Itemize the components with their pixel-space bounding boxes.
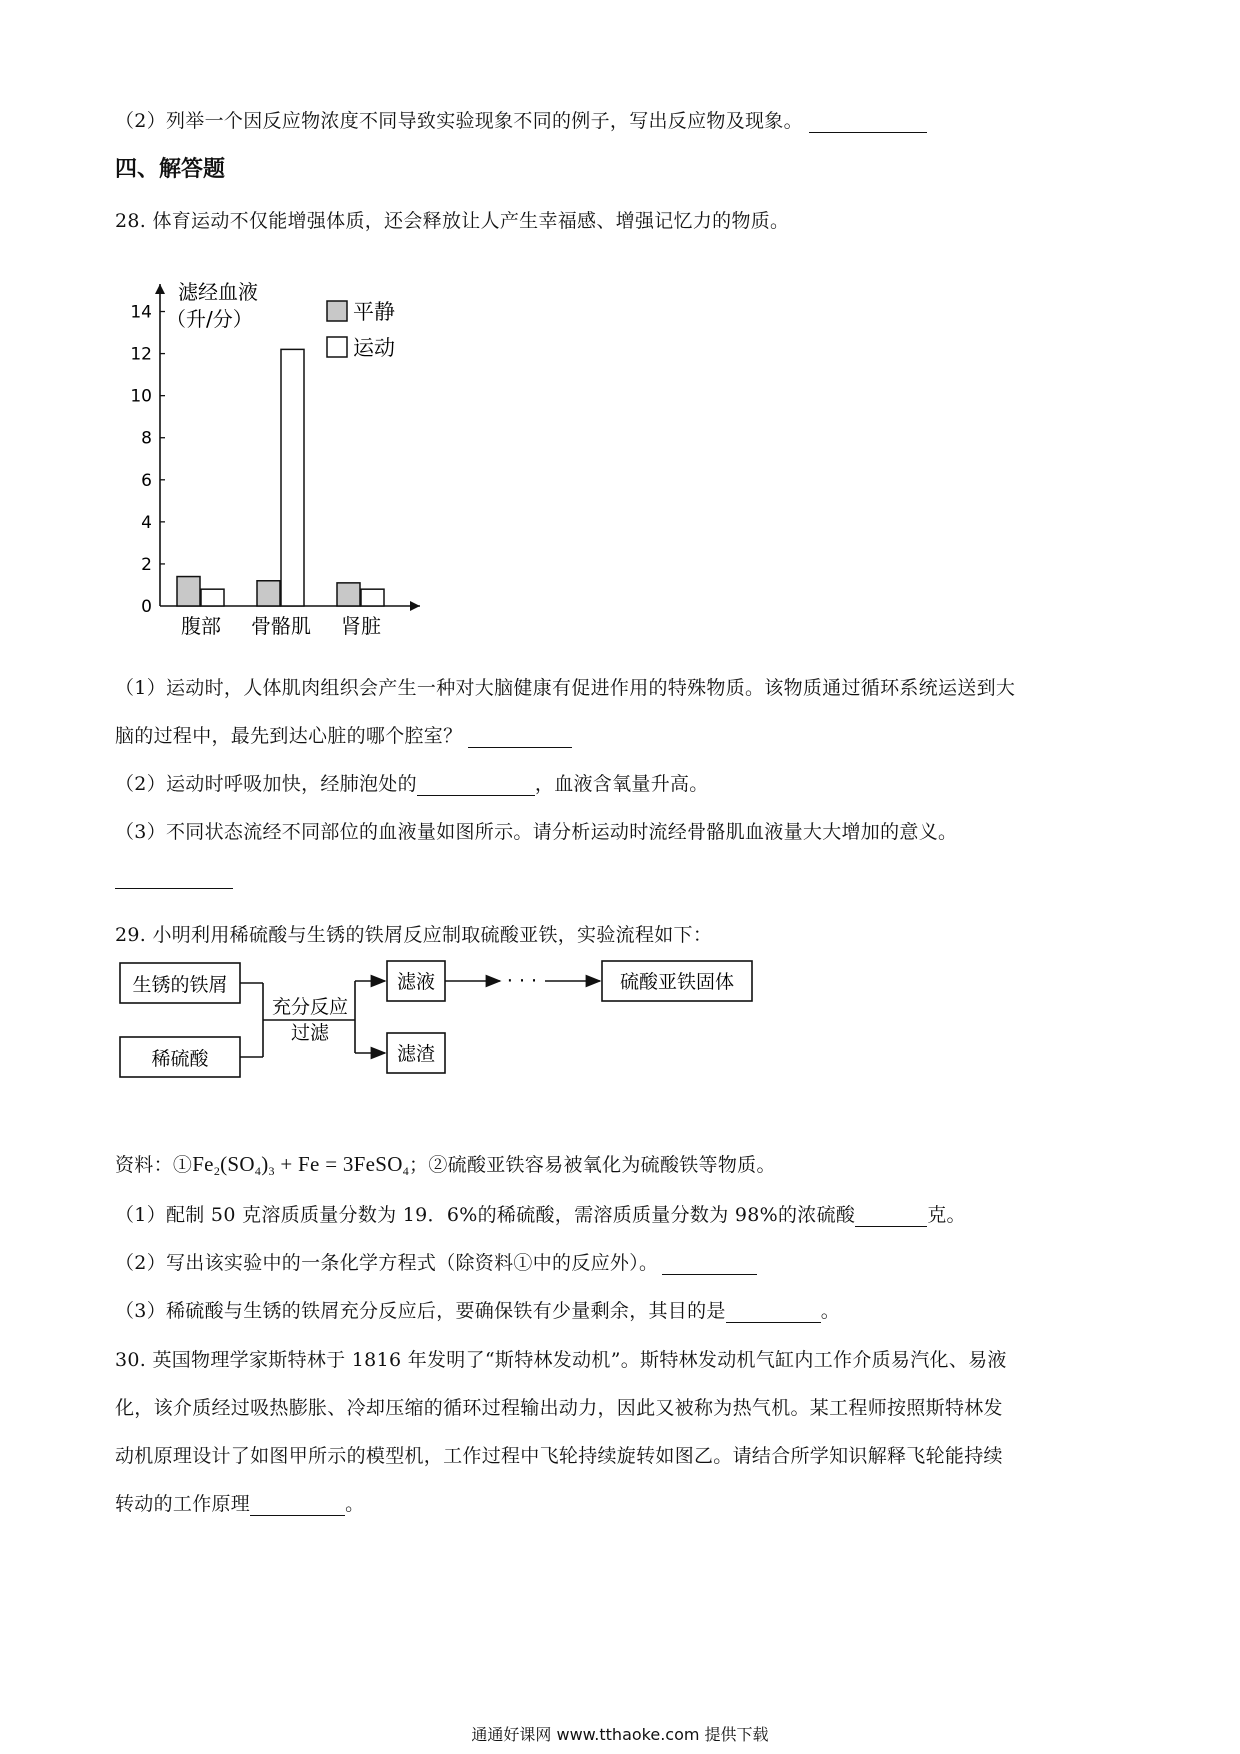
blood-flow-bar-chart — [115, 266, 475, 656]
y-axis-label-line2: （升/分） — [166, 307, 253, 331]
q30-line3: 动机原理设计了如图甲所示的模型机，工作过程中飞轮持续旋转如图乙。请结合所学知识解释飞轮能持续 — [115, 1445, 1003, 1467]
q28-sub2 — [115, 769, 709, 796]
section-heading: 四、解答题 — [115, 157, 226, 182]
q28-sub2-text-a: （2）运动时呼吸加快，经肺泡处的 — [115, 773, 417, 795]
flow-label-residue: 滤渣 — [396, 1043, 436, 1065]
answer-blank[interactable] — [809, 112, 927, 133]
y-tick-label: 4 — [141, 512, 152, 533]
answer-blank[interactable] — [468, 727, 572, 748]
q29-sub3-text-a: （3）稀硫酸与生锈的铁屑充分反应后，要确保铁有少量剩余，其目的是 — [115, 1300, 726, 1322]
x-tick-label: 腹部 — [181, 614, 221, 638]
legend-label: 运动 — [353, 336, 395, 360]
flow-step-filter: 过滤 — [290, 1022, 330, 1044]
q30-line4-text-a: 转动的工作原理 — [115, 1493, 251, 1515]
experiment-flowchart — [115, 955, 795, 1095]
q30-line4 — [115, 1489, 364, 1516]
flow-label-acid: 稀硫酸 — [151, 1048, 209, 1070]
q28-sub1-text: 脑的过程中，最先到达心脏的哪个腔室？ — [115, 725, 463, 747]
legend-swatch — [327, 337, 347, 357]
q30-line1: 30. 英国物理学家斯特林于 1816 年发明了“斯特林发动机”。斯特林发动机气缸内工作介质易汽化、易液 — [115, 1349, 1007, 1371]
y-tick-label: 8 — [141, 428, 152, 449]
q29-sub2-text: （2）写出该实验中的一条化学方程式（除资料①中的反应外）。 — [115, 1252, 659, 1274]
q29-intro: 29. 小明利用稀硫酸与生锈的铁屑反应制取硫酸亚铁，实验流程如下： — [115, 924, 713, 946]
legend-swatch — [327, 301, 347, 321]
q28-sub1-line1: （1）运动时，人体肌肉组织会产生一种对大脑健康有促进作用的特殊物质。该物质通过循环系统运送到大 — [115, 677, 1016, 699]
q29-note-suffix: ；②硫酸亚铁容易被氧化为硫酸铁等物质。 — [409, 1154, 776, 1176]
q29-sub3-text-b: 。 — [820, 1300, 841, 1322]
q29-sub2 — [115, 1248, 757, 1275]
y-tick-label: 0 — [141, 597, 152, 617]
q29-note-prefix: 资料：① — [115, 1154, 193, 1176]
q30-line2: 化，该介质经过吸热膨胀、冷却压缩的循环过程输出动力，因此又被称为热气机。某工程师按照斯特林发 — [115, 1397, 1003, 1419]
flow-step-react: 充分反应 — [271, 996, 349, 1018]
q28-sub2-text-b: ，血液含氧量升高。 — [534, 773, 709, 795]
q28-intro: 28. 体育运动不仅能增强体质，还会释放让人产生幸福感、增强记忆力的物质。 — [115, 210, 790, 232]
flow-label-product: 硫酸亚铁固体 — [619, 971, 735, 993]
q27-sub2-text: （2）列举一个因反应物浓度不同导致实验现象不同的例子，写出反应物及现象。 — [115, 110, 803, 132]
answer-blank[interactable] — [115, 868, 233, 889]
answer-blank[interactable] — [417, 775, 535, 796]
y-tick-label: 6 — [141, 470, 152, 491]
q27-sub2 — [115, 106, 927, 133]
flow-dots: · · · — [506, 970, 538, 992]
chemical-equation: $Fe_2(SO_4)_3 + Fe$ = 3FeSO$_4$ — [192, 1152, 410, 1178]
bar-exercise — [201, 589, 224, 606]
bar-rest — [177, 577, 200, 606]
answer-blank[interactable] — [662, 1254, 757, 1275]
q30-line4-text-b: 。 — [345, 1493, 365, 1515]
bar-exercise — [281, 349, 304, 606]
y-tick-label: 10 — [130, 386, 152, 407]
y-tick-label: 12 — [130, 344, 152, 365]
answer-blank[interactable] — [726, 1302, 821, 1323]
answer-blank[interactable] — [250, 1495, 345, 1516]
legend-label: 平静 — [353, 300, 395, 324]
y-axis-arrow — [155, 284, 165, 294]
q29-sub1 — [115, 1200, 966, 1227]
answer-blank[interactable] — [855, 1206, 927, 1227]
q29-sub3 — [115, 1296, 840, 1323]
q29-note — [115, 1150, 776, 1179]
y-axis-label-line1: 滤经血液 — [178, 280, 258, 304]
y-tick-label: 2 — [141, 554, 152, 575]
x-axis-arrow — [410, 601, 420, 611]
flow-label-rusty: 生锈的铁屑 — [132, 974, 228, 996]
q29-sub1-text-b: 克。 — [927, 1204, 966, 1226]
y-tick-label: 14 — [130, 302, 152, 323]
x-tick-label: 肾脏 — [341, 614, 381, 638]
q28-sub1-line2 — [115, 721, 572, 748]
x-tick-label: 骨骼肌 — [251, 614, 311, 638]
bar-rest — [257, 581, 280, 606]
q28-sub3: （3）不同状态流经不同部位的血液量如图所示。请分析运动时流经骨骼肌血液量大大增加的意义。 — [115, 821, 958, 843]
flow-label-filtrate: 滤液 — [396, 971, 436, 993]
q29-sub1-text-a: （1）配制 50 克溶质质量分数为 19．6%的稀硫酸，需溶质质量分数为 98%的浓硫酸 — [115, 1204, 856, 1226]
page-footer: 通通好课网 www.tthaoke.com 提供下载 — [471, 1725, 769, 1744]
bar-rest — [337, 583, 360, 606]
bar-exercise — [361, 589, 384, 606]
